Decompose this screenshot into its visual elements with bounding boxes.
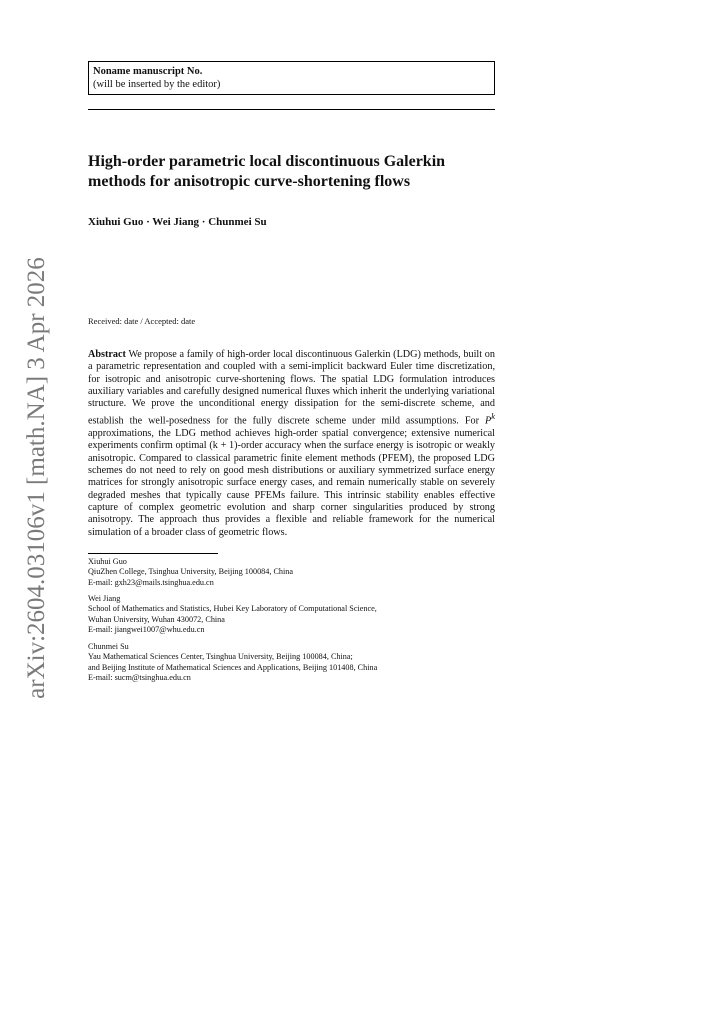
affiliation-email: E-mail: sucm@tsinghua.edu.cn — [88, 672, 191, 682]
math-k: k — [491, 411, 495, 422]
header-rule — [88, 109, 495, 110]
abstract-text-part-3: -order accuracy when the surface energy is isotropic or weakly anisotropic. Compared to classical parametric finite element methods (PFEM), the proposed LDG schemes do not need to rely on good mesh distributions or auxiliary symmetrized surface energy matrices for strongly anisotropic surface energy cases, and remain numerically stable on severely degraded meshes that typically cause PFEMs failure. This intrinsic stability enables effective capture of complex geometric evolution and sharp corner singularities produced by strong anisotropy. The approach thus provides a flexible and reliable framework for the numerical simulation of a broader class of geometric flows. — [88, 440, 495, 538]
math-p: P — [484, 415, 492, 427]
footnote-rule — [88, 553, 218, 554]
affiliation-su — [88, 642, 495, 684]
affiliation-name: Chunmei Su — [88, 641, 129, 651]
paper-page — [88, 61, 495, 683]
affiliation-line: Wuhan University, Wuhan 430072, China — [88, 614, 225, 624]
affiliation-line: School of Mathematics and Statistics, Hubei Key Laboratory of Computational Science, — [88, 604, 377, 614]
affiliation-email: E-mail: gxh23@mails.tsinghua.edu.cn — [88, 577, 214, 587]
affiliation-name: Xiuhui Guo — [88, 556, 127, 566]
affiliation-line: QiuZhen College, Tsinghua University, Beijing 100084, China — [88, 567, 294, 577]
arxiv-sidebar-stamp: arXiv:2604.03106v1 [math.NA] 3 Apr 2026 — [23, 257, 50, 699]
title-line-1: High-order parametric local discontinuous Galerkin — [88, 153, 446, 170]
manuscript-note: (will be inserted by the editor) — [93, 79, 221, 90]
affiliation-line: Yau Mathematical Sciences Center, Tsinghua University, Beijing 100084, China; — [88, 652, 353, 662]
received-accepted-dates: Received: date / Accepted: date — [88, 316, 196, 326]
affiliation-email: E-mail: jiangwei1007@whu.edu.cn — [88, 625, 205, 635]
title-line-2: methods for anisotropic curve-shortening flows — [88, 173, 411, 190]
abstract-label: Abstract — [88, 349, 126, 360]
abstract-text-part-1: We propose a family of high-order local discontinuous Galerkin (LDG) methods, built on a parametric representation and coupled with a semi-implicit backward Euler time discretization, for isotropic and anisotropic curve-shortening flows. The spatial LDG formulation introduces auxiliary variables and carefully designed numerical fluxes which inherit the underlying variational structure. We prove the unconditional energy dissipation for the semi-discrete scheme, and establish the well-posedness for the fully discrete scheme under mild assumptions. For — [88, 349, 495, 427]
manuscript-box — [88, 61, 495, 95]
abstract — [88, 349, 495, 539]
abstract-text-part-2: approximations, the LDG method achieves high-order spatial convergence; extensive numerical experiments confirm optimal — [88, 428, 495, 452]
affiliation-guo — [88, 557, 495, 588]
author-list: Xiuhui Guo · Wei Jiang · Chunmei Su — [88, 216, 267, 228]
affiliation-jiang — [88, 594, 495, 636]
affiliation-line: and Beijing Institute of Mathematical Sciences and Applications, Beijing 101408, China — [88, 662, 378, 672]
math-order: (k + 1) — [209, 440, 238, 452]
affiliation-name: Wei Jiang — [88, 594, 121, 604]
manuscript-label: Noname manuscript No. — [93, 66, 203, 77]
paper-title — [88, 152, 495, 192]
